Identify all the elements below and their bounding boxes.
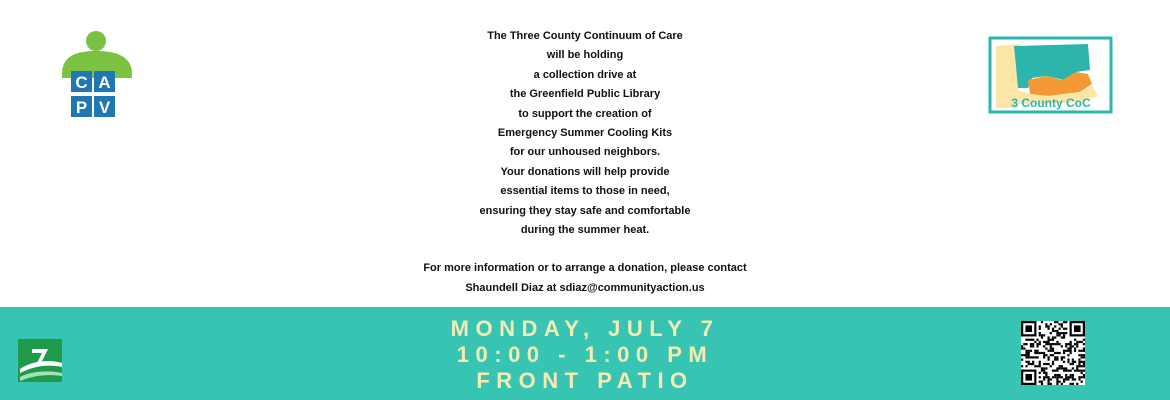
contact-line: Shaundell Diaz at sdiaz@communityaction.us [465,281,705,294]
message-line: to support the creation of [518,107,652,120]
message-line: a collection drive at [533,68,637,81]
message-line: for our unhoused neighbors. [509,146,661,159]
event-date: MONDAY, JULY 7 [450,316,720,341]
capv-letter-a: A [98,73,111,92]
message-line: Your donations will help provide [500,165,670,178]
message-line: will be holding [546,49,624,62]
message-line: Emergency Summer Cooling Kits [497,127,673,140]
message-line: essential items to those in need, [500,185,670,198]
event-time: 10:00 - 1:00 PM [456,342,714,367]
capv-letter-v: V [98,98,111,117]
message-line: The Three County Continuum of Care [487,30,683,42]
spacer [335,240,835,259]
message-line: the Greenfield Public Library [509,88,661,101]
message-line: during the summer heat. [520,224,650,237]
three-county-coc-logo-icon [988,36,1114,115]
capv-letter-c: C [75,73,88,92]
announcement-text [335,27,835,298]
qr-code-icon [1021,321,1085,385]
contact-line: For more information or to arrange a donation, please contact [423,262,747,275]
capv-logo-icon [58,30,138,122]
message-line: ensuring they stay safe and comfortable [479,204,691,217]
coc-logo-label: 3 County CoC [1011,96,1091,110]
green-swoosh-logo-icon [18,339,62,382]
event-location: FRONT PATIO [476,368,694,393]
event-details [385,316,785,394]
capv-letter-p: P [75,98,88,117]
